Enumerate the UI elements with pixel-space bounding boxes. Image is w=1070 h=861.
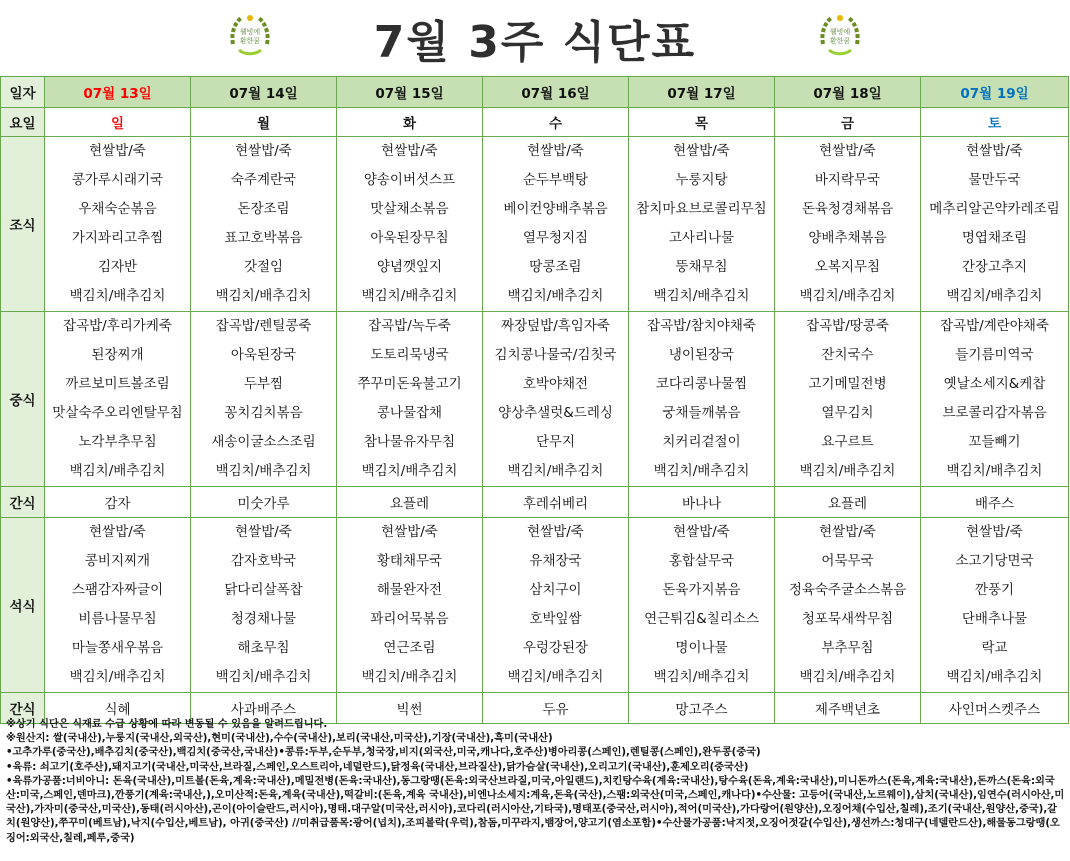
date-cell: 07월 16일 — [483, 77, 629, 108]
weekday-cell: 일 — [45, 108, 191, 137]
menu-item: 마늘쫑새우볶음 — [71, 640, 164, 656]
breakfast-cell — [191, 137, 337, 312]
snack2-cell: 빅썬 — [337, 693, 483, 724]
menu-item: 돈장조림 — [237, 201, 290, 217]
dinner-row — [1, 518, 1069, 693]
page-title: 7월 3주 식단표 — [373, 17, 697, 68]
menu-item: 간장고추지 — [961, 259, 1028, 275]
snack2-label: 간식 — [1, 693, 45, 724]
menu-item: 백김치/배추김치 — [215, 288, 312, 304]
menu-item: 숙주계란국 — [230, 172, 297, 188]
lunch-row — [1, 312, 1069, 487]
menu-item: 백김치/배추김치 — [507, 288, 604, 304]
weekday-row — [1, 108, 1069, 137]
menu-item: 스팸감자짜글이 — [71, 582, 164, 598]
lunch-label: 중식 — [1, 312, 45, 487]
date-cell: 07월 17일 — [629, 77, 775, 108]
snack2-cell: 망고주스 — [629, 693, 775, 724]
menu-item: 백김치/배추김치 — [946, 463, 1043, 479]
date-label: 일자 — [1, 77, 45, 108]
menu-item: 바지락무국 — [814, 172, 881, 188]
breakfast-cell — [629, 137, 775, 312]
menu-item: 우채숙순볶음 — [78, 201, 157, 217]
menu-item: 고사리나물 — [668, 230, 735, 246]
menu-item: 연근튀김&칠리소스 — [644, 611, 759, 627]
menu-item: 잡곡밥/후리가케죽 — [63, 318, 172, 334]
menu-item: 양상추샐럿&드레싱 — [498, 405, 613, 421]
menu-item: 명이나물 — [675, 640, 728, 656]
menu-item: 두부찜 — [243, 376, 284, 392]
menu-item: 누룽지탕 — [675, 172, 728, 188]
date-cell: 07월 15일 — [337, 77, 483, 108]
menu-item: 땅콩조림 — [529, 259, 582, 275]
menu-item: 맛살채소볶음 — [370, 201, 449, 217]
menu-item: 현쌀밥/죽 — [235, 524, 292, 540]
breakfast-cell — [921, 137, 1069, 312]
menu-item: 참치마요브로콜리무침 — [636, 201, 767, 217]
menu-item: 부추무침 — [821, 640, 874, 656]
menu-item: 우렁강된장 — [522, 640, 589, 656]
snack2-cell: 제주백년초 — [775, 693, 921, 724]
weekday-cell: 금 — [775, 108, 921, 137]
menu-item: 현쌀밥/죽 — [819, 143, 876, 159]
menu-item: 해물완자전 — [376, 582, 443, 598]
note-line: •고추가루(중국산),배추김치(중국산),백김치(중국산,국내산)•콩류:두부,순두부,청국장,비지(외국산,미국,캐나다,호주산)병아리콩(스페인),렌틸콩(스페인),완두콩(중국) — [6, 747, 761, 759]
menu-item: 호박야채전 — [522, 376, 589, 392]
menu-item: 해초무침 — [237, 640, 290, 656]
menu-item: 오복지무침 — [814, 259, 881, 275]
dinner-cell — [191, 518, 337, 693]
snack2-cell: 식혜 — [45, 693, 191, 724]
weekday-cell: 목 — [629, 108, 775, 137]
menu-item: 삼치구이 — [529, 582, 582, 598]
date-cell: 07월 13일 — [45, 77, 191, 108]
note-line: •육류가공품:너비아니: 돈육(국내산),미트볼(돈육,계육:국내산),메밀전병(돈육:국내산),동그랑땡(돈육:외국산브라질,미국,아일랜드),치킨탕수육(계육:국내산),탕수육(돈육,계육:국내산),미니돈까스(돈육,계육:국내산),돈까스(돈육:외국산:미국,스페인,덴마크),깐풍기(계육:국내산,),오미산적:돈육,계육(국내산),떡갈비:(돈육,계육 국내산),비엔나소세지:계육,돈육(국산),스팸:외국산(미국,스페인,캐나다)•수산물: 고등어(국내산,노르웨이),삼치(국내산),임연수(러시아산,미국산),가자미(중국산,미국산),동태(러시아산),곤이(아이슬란드,러시아),명태.대구알(미국산,러시아),코다리(러시아산,기타국),명태포(중국산,러시아),적어(미국산),가다랑어(원양산),오징어채(수입산,칠레),조기(국내산,원양산,중국),갈치(원양산),쭈꾸미(베트남),낙지(수입산,베트남), 아귀(중국산) //미취급품목:광어(넙치),조피볼락(우럭),참돔,미꾸라지,뱀장어,양고기(염소포함)•수산물가공품:낙지젓,오징어젓갈(수입산),생선까스:청대구(네델란드산),해물동그랑땡(오징어:외국산,칠레,페루,중국) — [6, 775, 1065, 844]
menu-item: 백김치/배추김치 — [361, 463, 458, 479]
snack-cell: 후레쉬베리 — [483, 487, 629, 518]
menu-item: 코다리콩나물찜 — [655, 376, 748, 392]
lunch-cell — [629, 312, 775, 487]
menu-item: 백김치/배추김치 — [69, 669, 166, 685]
menu-item: 브로콜리감자볶음 — [942, 405, 1047, 421]
dinner-cell — [483, 518, 629, 693]
menu-item: 현쌀밥/죽 — [966, 143, 1023, 159]
menu-item: 어묵무국 — [821, 553, 874, 569]
menu-item: 물만두국 — [968, 172, 1021, 188]
menu-item: 연근조림 — [383, 640, 436, 656]
menu-item: 황태채무국 — [376, 553, 443, 569]
menu-item: 락교 — [981, 640, 1008, 656]
menu-item: 콩비지찌개 — [84, 553, 151, 569]
lunch-cell — [337, 312, 483, 487]
snack-cell: 바나나 — [629, 487, 775, 518]
menu-item: 현쌀밥/죽 — [89, 143, 146, 159]
menu-item: 백김치/배추김치 — [946, 288, 1043, 304]
menu-item: 콩나물잡채 — [376, 405, 443, 421]
menu-item: 소고기당면국 — [955, 553, 1034, 569]
menu-item: 꽁치김치볶음 — [224, 405, 303, 421]
menu-item: 양송이버섯스프 — [363, 172, 456, 188]
menu-item: 꼬들빼기 — [968, 434, 1021, 450]
snack-cell: 미숫가루 — [191, 487, 337, 518]
menu-item: 돈육가지볶음 — [662, 582, 741, 598]
snack2-cell: 두유 — [483, 693, 629, 724]
menu-item: 백김치/배추김치 — [215, 463, 312, 479]
menu-item: 노각부추무침 — [78, 434, 157, 450]
menu-item: 호박잎쌈 — [529, 611, 582, 627]
menu-item: 짜장덮밥/흑임자죽 — [501, 318, 610, 334]
menu-item: 까르보미트볼조림 — [65, 376, 170, 392]
menu-item: 열무청지짐 — [522, 230, 589, 246]
menu-item: 감자호박국 — [230, 553, 297, 569]
weekday-cell: 토 — [921, 108, 1069, 137]
menu-item: 현쌀밥/죽 — [89, 524, 146, 540]
lunch-cell — [775, 312, 921, 487]
menu-item: 옛날소세지&케찹 — [943, 376, 1046, 392]
date-cell: 07월 14일 — [191, 77, 337, 108]
menu-item: 뚱채무침 — [675, 259, 728, 275]
snack-cell: 요플레 — [337, 487, 483, 518]
menu-item: 잡곡밥/렌틸콩죽 — [215, 318, 312, 334]
lunch-cell — [191, 312, 337, 487]
breakfast-cell — [483, 137, 629, 312]
menu-item: 고기메밀전병 — [808, 376, 887, 392]
dinner-cell — [775, 518, 921, 693]
svg-text:웰빙에: 웰빙에 — [829, 28, 851, 36]
menu-item: 들기름미역국 — [955, 347, 1034, 363]
menu-item: 아욱된장국 — [230, 347, 297, 363]
menu-item: 정육숙주굴소스볶음 — [788, 582, 907, 598]
menu-item: 백김치/배추김치 — [799, 669, 896, 685]
menu-item: 유채장국 — [529, 553, 582, 569]
menu-item: 돈육청경채볶음 — [801, 201, 894, 217]
menu-item: 현쌀밥/죽 — [527, 143, 584, 159]
notes — [6, 718, 1066, 846]
dinner-label: 석식 — [1, 518, 45, 693]
menu-item: 열무김치 — [821, 405, 874, 421]
menu-item: 백김치/배추김치 — [799, 288, 896, 304]
menu-item: 냉이된장국 — [668, 347, 735, 363]
menu-item: 잔치국수 — [821, 347, 874, 363]
menu-item: 새송이굴소스조림 — [211, 434, 316, 450]
snack2-cell: 사인머스켓주스 — [921, 693, 1069, 724]
menu-item: 현쌀밥/죽 — [381, 143, 438, 159]
menu-item: 잡곡밥/녹두죽 — [368, 318, 451, 334]
svg-text:환한꿈: 환한꿈 — [829, 37, 851, 45]
menu-item: 백김치/배추김치 — [215, 669, 312, 685]
breakfast-row — [1, 137, 1069, 312]
snack-cell: 요플레 — [775, 487, 921, 518]
menu-item: 갓절임 — [243, 259, 284, 275]
dinner-cell — [629, 518, 775, 693]
dinner-cell — [921, 518, 1069, 693]
snack-cell: 감자 — [45, 487, 191, 518]
menu-item: 단배추나물 — [961, 611, 1028, 627]
menu-item: 청포묵새싹무침 — [801, 611, 894, 627]
menu-item: 아욱된장무침 — [370, 230, 449, 246]
svg-text:환한꿈: 환한꿈 — [239, 37, 261, 45]
menu-item: 홍합살무국 — [668, 553, 735, 569]
menu-item: 현쌀밥/죽 — [673, 143, 730, 159]
menu-item: 김치콩나물국/김칫국 — [494, 347, 617, 363]
menu-item: 궁채들깨볶음 — [662, 405, 741, 421]
dinner-cell — [337, 518, 483, 693]
menu-item: 백김치/배추김치 — [507, 669, 604, 685]
menu-item: 백김치/배추김치 — [361, 669, 458, 685]
snack-row — [1, 487, 1069, 518]
lunch-cell — [483, 312, 629, 487]
menu-item: 현쌀밥/죽 — [235, 143, 292, 159]
menu-item: 잡곡밥/참치야채죽 — [647, 318, 756, 334]
menu-item: 콩가루시래기국 — [71, 172, 164, 188]
menu-item: 꽈리어묵볶음 — [370, 611, 449, 627]
note-line: ※상기 식단은 식재료 수급 상황에 따라 변동될 수 있음을 알려드립니다. — [6, 719, 328, 730]
menu-item: 현쌀밥/죽 — [673, 524, 730, 540]
date-cell: 07월 19일 — [921, 77, 1069, 108]
weekday-cell: 수 — [483, 108, 629, 137]
lunch-cell — [45, 312, 191, 487]
menu-item: 깐풍기 — [974, 582, 1015, 598]
menu-item: 현쌀밥/죽 — [819, 524, 876, 540]
menu-item: 백김치/배추김치 — [653, 288, 750, 304]
menu-item: 현쌀밥/죽 — [966, 524, 1023, 540]
menu-item: 잡곡밥/땅콩죽 — [806, 318, 889, 334]
menu-item: 맛살숙주오리엔탈무침 — [52, 405, 183, 421]
logo-icon — [815, 10, 865, 60]
menu-item: 된장찌개 — [91, 347, 144, 363]
menu-item: 백김치/배추김치 — [799, 463, 896, 479]
menu-item: 메추리알곤약카레조림 — [929, 201, 1060, 217]
menu-item: 닭다리살폭찹 — [224, 582, 303, 598]
note-line: •육류: 쇠고기(호주산),돼지고기(국내산,미국산,브라질,스페인,오스트리아,네덜란드),닭정육(국내산,브라질산),닭가슴살(국내산),오리고기(국내산),훈제오리(중국산) — [6, 761, 749, 773]
header — [0, 0, 1070, 76]
menu-item: 청경채나물 — [230, 611, 297, 627]
snack-cell: 배주스 — [921, 487, 1069, 518]
weekday-cell: 화 — [337, 108, 483, 137]
note-line: ※원산지: 쌀(국내산),누룽지(국내산,외국산),현미(국내산),수수(국내산),보리(국내산,미국산),기장(국내산),흑미(국내산) — [6, 733, 553, 745]
snack2-cell: 사과배주스 — [191, 693, 337, 724]
menu-item: 참나물유자무침 — [363, 434, 456, 450]
menu-item: 백김치/배추김치 — [69, 288, 166, 304]
menu-item: 순두부백탕 — [522, 172, 589, 188]
menu-item: 현쌀밥/죽 — [381, 524, 438, 540]
breakfast-cell — [337, 137, 483, 312]
menu-item: 백김치/배추김치 — [361, 288, 458, 304]
snack-label: 간식 — [1, 487, 45, 518]
menu-item: 백김치/배추김치 — [653, 463, 750, 479]
lunch-cell — [921, 312, 1069, 487]
menu-item: 백김치/배추김치 — [946, 669, 1043, 685]
menu-item: 단무지 — [535, 434, 576, 450]
menu-item: 도토리묵냉국 — [370, 347, 449, 363]
menu-item: 베이컨양배추볶음 — [503, 201, 608, 217]
breakfast-cell — [775, 137, 921, 312]
breakfast-label: 조식 — [1, 137, 45, 312]
svg-text:웰빙에: 웰빙에 — [239, 28, 261, 36]
meal-table — [0, 76, 1069, 724]
date-cell: 07월 18일 — [775, 77, 921, 108]
menu-item: 양념깻잎지 — [376, 259, 443, 275]
menu-item: 양배추채볶음 — [808, 230, 887, 246]
menu-item: 현쌀밥/죽 — [527, 524, 584, 540]
menu-item: 백김치/배추김치 — [653, 669, 750, 685]
menu-item: 가지꽈리고추찜 — [71, 230, 164, 246]
weekday-cell: 월 — [191, 108, 337, 137]
weekday-label: 요일 — [1, 108, 45, 137]
dinner-cell — [45, 518, 191, 693]
breakfast-cell — [45, 137, 191, 312]
date-row — [1, 77, 1069, 108]
menu-item: 쭈꾸미돈육불고기 — [357, 376, 462, 392]
menu-item: 표고호박볶음 — [224, 230, 303, 246]
menu-item: 치커리겉절이 — [662, 434, 741, 450]
menu-item: 요구르트 — [821, 434, 874, 450]
menu-item: 비름나물무침 — [78, 611, 157, 627]
menu-item: 백김치/배추김치 — [507, 463, 604, 479]
menu-item: 백김치/배추김치 — [69, 463, 166, 479]
menu-item: 명엽채조림 — [961, 230, 1028, 246]
menu-item: 잡곡밥/계란야채죽 — [940, 318, 1049, 334]
menu-item: 김자반 — [97, 259, 138, 275]
